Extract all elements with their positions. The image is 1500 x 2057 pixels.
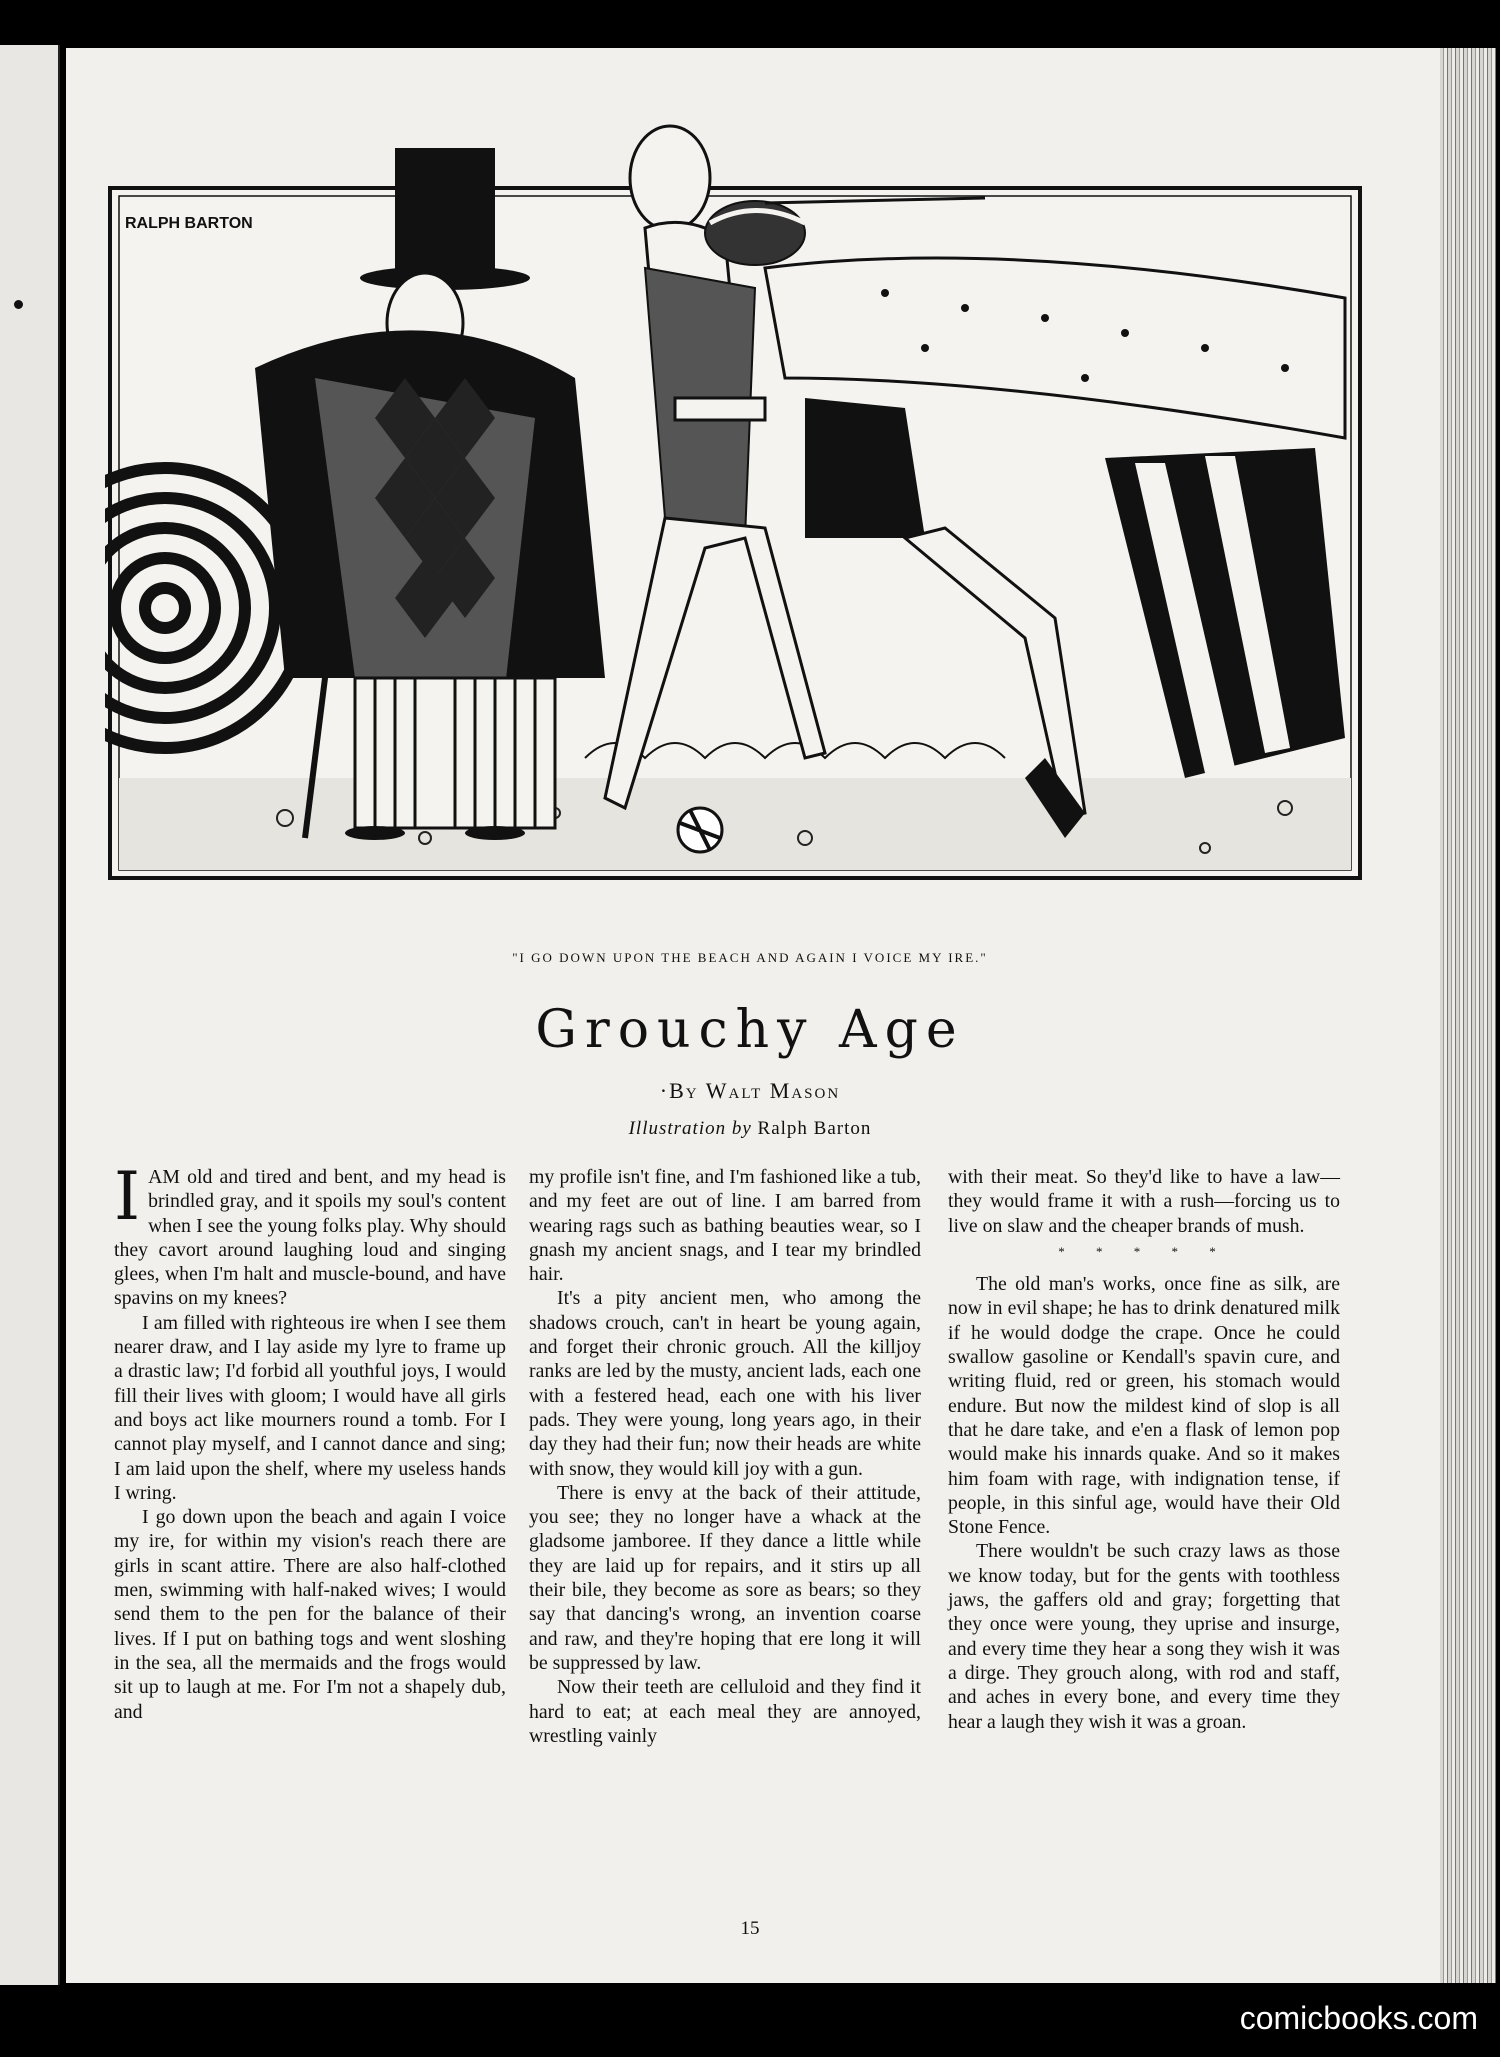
paragraph: There wouldn't be such crazy laws as those we know today, but for the gents with toothless jaws, the gaffers old and gray; forgetting that they once were young, they uprise and insurge, and every time they hear a song they wish it was a dirge. They grouch along, with rod and staff, and aches in every bone, and every time they hear a laugh they wish it was a groan. — [948, 1540, 1340, 1733]
drop-cap: I — [114, 1158, 141, 1235]
artist-signature: RALPH BARTON — [125, 215, 253, 232]
illustrator-label: Illustration by — [628, 1118, 752, 1139]
paragraph: The old man's works, once fine as silk, are now in evil shape; he has to drink denatured milk if he would dodge the crape. Once he could swallow gasoline or Kendall's spavin cure, and writing fluid, red or green, his stomach would endure. But now the mildest kind of slop is all that he dare take, and e'en a flask of lemon pop would make his innards quake. And so it makes him foam with rage, with indignation tense, if people, in this sinful age, would have their Old Stone Fence. — [948, 1273, 1340, 1539]
paragraph: I go down upon the beach and again I voice my ire, for within my vision's reach there are girls in scant attire. There are also half-clothed men, swimming with half-naked wives; I would send them to the pen for the balance of their lives. If I put on bathing togs and went sloshing in the sea, all the mermaids and the frogs would sit up to laugh at me. For I'm not a shapely dub, and — [114, 1506, 506, 1723]
paragraph: with their meat. So they'd like to have a law—they would frame it with a rush—forcing us to live on slaw and the cheaper brands of mush. — [948, 1166, 1340, 1237]
byline: ·By Walt Mason — [659, 1078, 841, 1103]
beach-illustration — [105, 118, 1368, 908]
illustrator-name: Ralph Barton — [757, 1118, 872, 1139]
watermark: comicbooks.com — [1239, 2000, 1478, 2036]
page-number: 15 — [740, 1918, 760, 1939]
article-title: Grouchy Age — [535, 1000, 965, 1060]
paragraph: I am filled with righteous ire when I see them nearer draw, and I lay aside my lyre to frame up a drastic law; I'd forbid all youthful joys, I would fill their lives with gloom; I would have all girls and boys act like mourners round a tomb. For I cannot play myself, and I cannot dance and sing; I am laid upon the shelf, where my useless hands I wring. — [114, 1311, 506, 1504]
paragraph: AM old and tired and bent, and my head is brindled gray, and it spoils my soul's content when I see the young folks play. Why should they cavort around laughing loud and singing glees, when I'm halt and muscle-bound, and have spavins on my knees? — [114, 1166, 506, 1310]
text-column-3 — [948, 1165, 1340, 1734]
section-divider: * * * * * — [1058, 1243, 1230, 1259]
paragraph: my profile isn't fine, and I'm fashioned like a tub, and my feet are out of line. I am barred from wearing rags such as bathing beauties wear, so I gnash my ancient snags, and I tear my brindled hair. — [529, 1166, 921, 1286]
text-column-2 — [529, 1165, 921, 1748]
beach-ball-icon — [678, 808, 722, 852]
illustrator-credit — [0, 1118, 1500, 1140]
belt — [675, 398, 765, 420]
ink-dot — [14, 300, 23, 309]
paragraph: Now their teeth are celluloid and they find it hard to eat; at each meal they are annoyed, wrestling vainly — [529, 1676, 921, 1747]
illustration-caption: "I GO DOWN UPON THE BEACH AND AGAIN I VOICE MY IRE." — [512, 950, 988, 965]
paragraph: There is envy at the back of their attitude, you see; they no longer have a whack at the gladsome jamboree. If they dance a little while they are laid up for repairs, and it stirs up all their bile, they become as sore as bears; so they say that dancing's wrong, an invention coarse and raw, and they're hoping that ere long it will be suppressed by law. — [529, 1481, 921, 1674]
text-column-1 — [114, 1158, 506, 1724]
paragraph: It's a pity ancient men, who among the shadows crouch, can't in heart be young again, and forget their chronic grouch. All the killjoy ranks are led by the musty, ancient lads, each one with a festered head, each one with his liver pads. They were young, long years ago, in their day they had their fun; now their heads are white with snow, they would kill joy with a gun. — [529, 1287, 921, 1480]
